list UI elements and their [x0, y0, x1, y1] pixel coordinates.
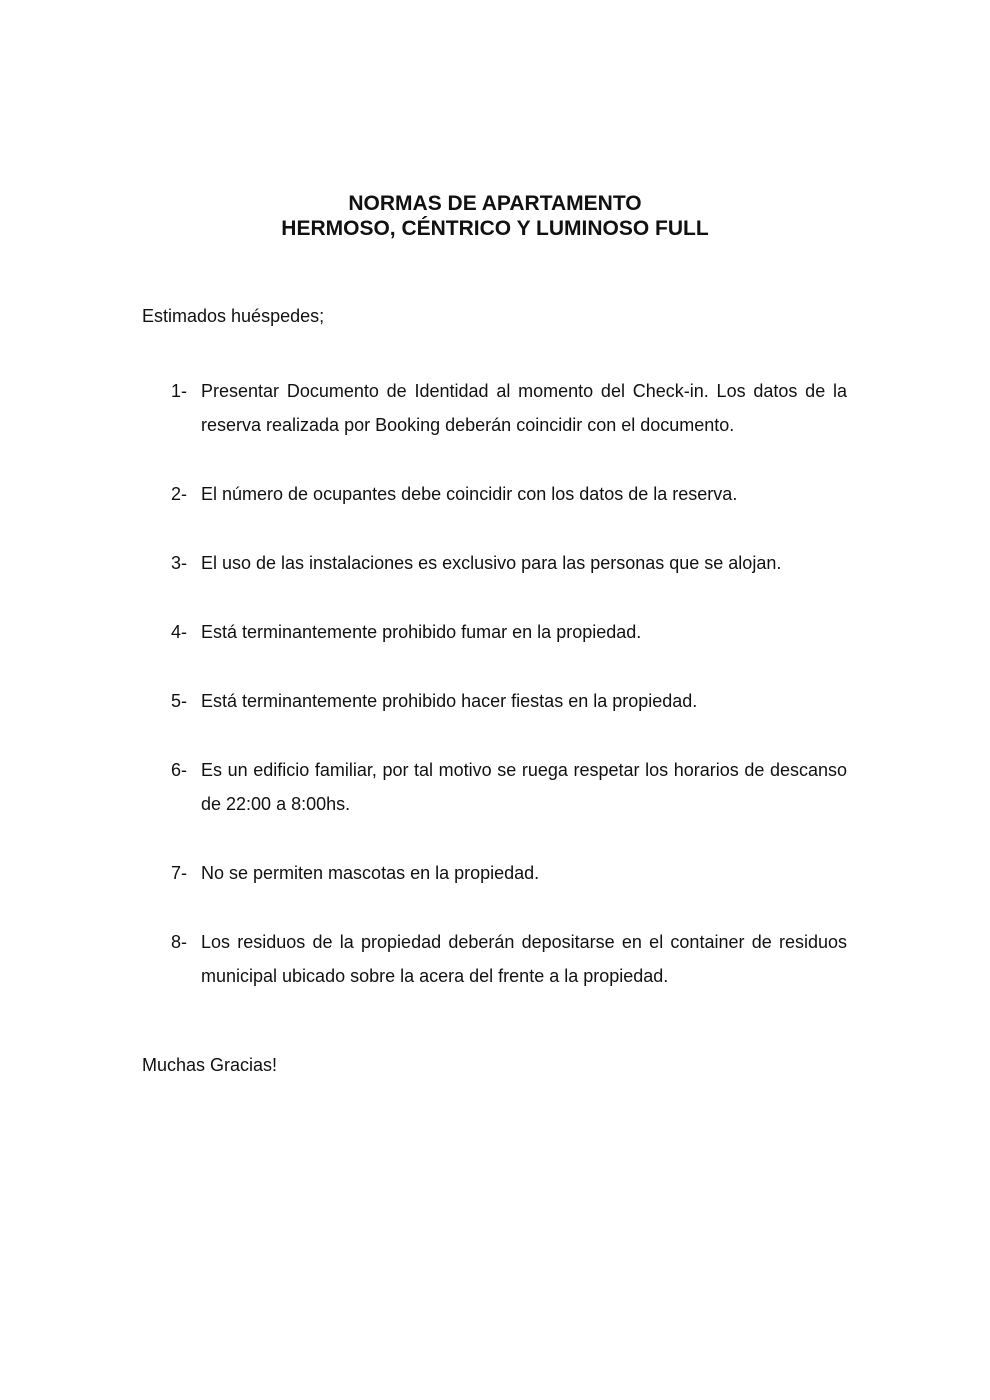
rule-text: No se permiten mascotas en la propiedad. [201, 863, 540, 883]
rule-number: 5- [171, 691, 188, 711]
rule-text: Los residuos de la propiedad deberán depositarse en el container de residuos municipal ubicado sobre la acera del frente a la propiedad. [201, 932, 847, 986]
rule-number: 1- [171, 381, 188, 401]
rule-text: Presentar Documento de Identidad al momento del Check-in. Los datos de la reserva realizada por Booking deberán coincidir con el documento. [201, 381, 847, 435]
document-title-line1: NORMAS DE APARTAMENTO [348, 192, 642, 215]
rule-number: 6- [171, 760, 188, 780]
rule-text: Es un edificio familiar, por tal motivo se ruega respetar los horarios de descanso de 22:00 a 8:00hs. [201, 760, 847, 814]
rule-item [171, 615, 847, 649]
rule-item [171, 753, 847, 821]
rule-text: Está terminantemente prohibido hacer fiestas en la propiedad. [201, 691, 698, 711]
document-title-line2: HERMOSO, CÉNTRICO Y LUMINOSO FULL [281, 217, 709, 240]
rule-item [171, 477, 847, 511]
rule-text: El número de ocupantes debe coincidir con los datos de la reserva. [201, 484, 738, 504]
closing: Muchas Gracias! [142, 1055, 278, 1075]
rule-number: 7- [171, 863, 188, 883]
rule-item [171, 546, 847, 580]
rule-text: El uso de las instalaciones es exclusivo para las personas que se alojan. [201, 553, 782, 573]
rule-item [171, 684, 847, 718]
rule-item [171, 856, 847, 890]
rule-number: 4- [171, 622, 188, 642]
rule-number: 2- [171, 484, 188, 504]
rule-number: 8- [171, 932, 188, 952]
rule-text: Está terminantemente prohibido fumar en la propiedad. [201, 622, 642, 642]
rule-item [171, 925, 847, 993]
greeting: Estimados huéspedes; [142, 306, 325, 326]
rule-number: 3- [171, 553, 188, 573]
rule-item [171, 374, 847, 442]
